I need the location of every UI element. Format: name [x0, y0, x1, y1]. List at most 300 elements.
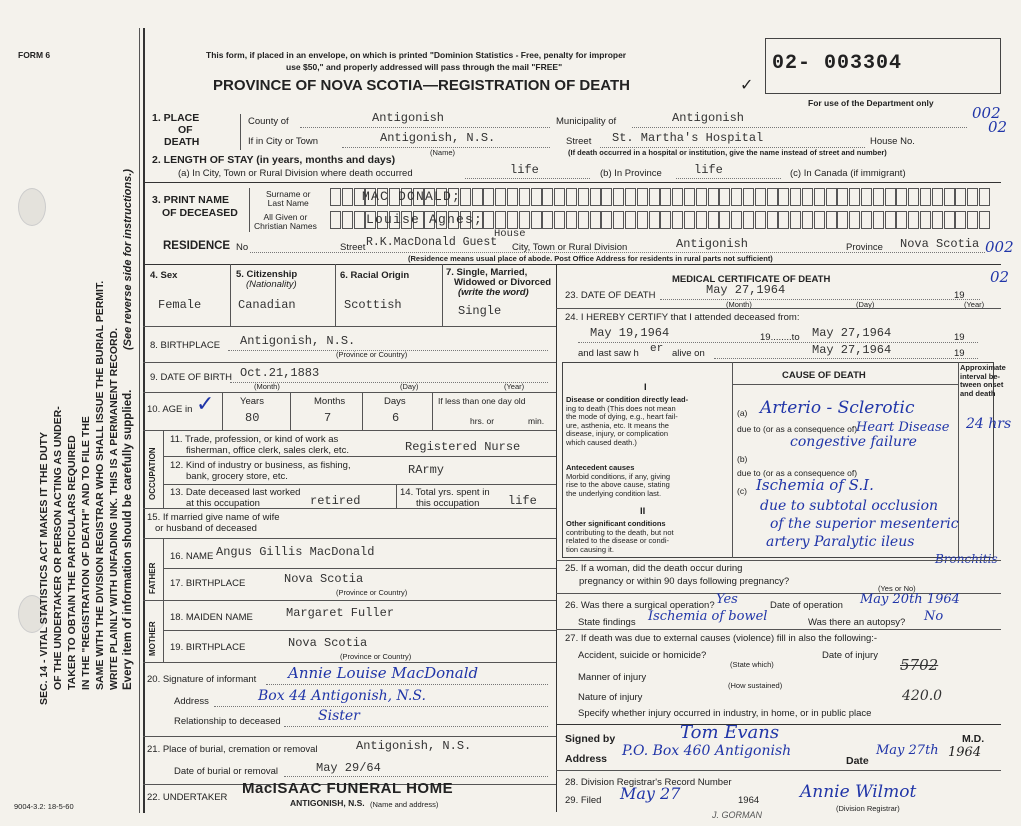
less-label: If less than one day old	[438, 396, 526, 406]
dept-code-4: 02	[990, 268, 1010, 286]
seen-label: and last saw h	[578, 348, 639, 359]
undertaker-hint: (Name and address)	[370, 800, 439, 809]
burial-place-label: 21. Place of burial, cremation or removal	[147, 744, 318, 755]
divider	[143, 508, 556, 509]
divider	[556, 770, 1001, 771]
last-worked-label-2: at this occupation	[186, 498, 260, 509]
divider	[556, 629, 1001, 630]
father-birthplace: Nova Scotia	[284, 572, 364, 586]
name-hint: (Name)	[430, 148, 456, 157]
letter-box	[767, 211, 778, 229]
autopsy-label: Was there an autopsy?	[808, 617, 906, 628]
place-label-2: OF	[178, 124, 193, 136]
stay-label: 2. LENGTH OF STAY (in years, months and days)	[152, 154, 396, 166]
findings-label: State findings	[578, 617, 636, 628]
age-label: 10. AGE in	[147, 404, 193, 415]
attended-line	[578, 342, 978, 343]
letter-box	[802, 211, 813, 229]
spouse-label-2: or husband of deceased	[155, 523, 257, 534]
marital-value: Single	[458, 304, 502, 318]
age-check: ✓	[196, 392, 215, 417]
surname-value: MAC DONALD;	[362, 189, 462, 204]
divider	[143, 736, 556, 737]
father-side: FATHER	[148, 562, 157, 594]
cell-divider	[222, 392, 223, 430]
antecedent-label	[566, 464, 670, 498]
filed-label: 29. Filed	[565, 795, 602, 806]
letter-box	[672, 211, 683, 229]
cause-title: CAUSE OF DEATH	[782, 370, 866, 381]
letter-box	[849, 188, 860, 206]
death-month: (Month)	[726, 300, 752, 309]
bottom-note: J. GORMAN	[712, 810, 763, 820]
md-label: M.D.	[962, 733, 985, 745]
death-day: (Day)	[856, 300, 875, 309]
letter-box	[849, 211, 860, 229]
burial-date-line	[284, 776, 548, 777]
letter-box	[613, 211, 624, 229]
bracket	[249, 188, 250, 232]
residence-street: R.K.MacDonald Guest	[366, 236, 498, 249]
side-text-8: (See reverse side for instructions.)	[122, 169, 134, 350]
letter-box	[507, 188, 518, 206]
letter-box	[814, 188, 825, 206]
registrar: Annie Wilmot	[800, 782, 917, 802]
alive-19: 19	[954, 348, 965, 359]
city-value: Antigonish, N.S.	[380, 131, 496, 145]
b-label: (b)	[737, 454, 748, 464]
alive-value: May 27,1964	[812, 343, 892, 357]
letter-box	[767, 188, 778, 206]
cell-divider	[362, 392, 363, 430]
immediate-label-2: ing to death (This does not mean	[566, 403, 676, 413]
days-value: 6	[392, 411, 400, 425]
letter-box	[672, 188, 683, 206]
residence-label: RESIDENCE	[163, 240, 231, 252]
place-label-3: DEATH	[164, 136, 200, 148]
letter-box	[826, 211, 837, 229]
divider	[143, 538, 556, 539]
origin-label: 6. Racial Origin	[340, 270, 410, 281]
letter-box	[802, 188, 813, 206]
informant-signature: Annie Louise MacDonald	[288, 664, 479, 682]
father-name-label: 16. NAME	[170, 551, 214, 562]
dept-use: For use of the Department only	[808, 98, 934, 108]
last-worked-label-1: 13. Date deceased last worked	[170, 487, 301, 498]
industry-label	[170, 460, 351, 482]
notice-line-1: This form, if placed in an envelope, on which is printed "Dominion Statistics - Free, penalty for improper	[206, 50, 627, 60]
letter-box	[755, 211, 766, 229]
years-value: 80	[245, 411, 260, 425]
relationship-value: Sister	[318, 708, 360, 724]
letter-box	[625, 188, 636, 206]
divider	[143, 362, 556, 363]
letter-box	[660, 211, 671, 229]
letter-box	[554, 211, 565, 229]
attended-label: 24. I HEREBY CERTIFY that I attended deceased from:	[565, 312, 800, 323]
divider	[163, 568, 556, 569]
other-4: Bronchitis	[935, 552, 998, 566]
trade-value: Registered Nurse	[405, 440, 521, 454]
letter-box	[578, 211, 589, 229]
letter-box	[955, 211, 966, 229]
immediate-label-6: which caused death.)	[566, 437, 637, 447]
other-label	[566, 520, 674, 554]
manner-label: Manner of injury	[578, 672, 647, 683]
cell-divider	[230, 264, 231, 326]
relationship-label: Relationship to deceased	[174, 716, 281, 727]
letter-box	[790, 211, 801, 229]
stay-city-value: life	[510, 163, 539, 177]
letter-box	[590, 188, 601, 206]
roman-2: II	[640, 506, 646, 517]
informant-address: Box 44 Antigonish, N.S.	[258, 688, 426, 704]
form-title: PROVINCE OF NOVA SCOTIA—REGISTRATION OF DEATH	[213, 77, 630, 94]
antecedent-label-2: Morbid conditions, if any, giving	[566, 471, 671, 481]
letter-box	[684, 211, 695, 229]
filed-year: 1964	[738, 795, 760, 806]
letter-box	[967, 188, 978, 206]
address-line	[214, 706, 548, 707]
trade-label-2: fisherman, office clerk, sales clerk, etc.	[186, 445, 349, 456]
divider	[143, 600, 556, 601]
op-date-label: Date of operation	[770, 600, 843, 611]
letter-box	[542, 188, 553, 206]
letter-box	[826, 188, 837, 206]
min-label: min.	[528, 416, 545, 426]
letter-box	[873, 211, 884, 229]
alive-line	[714, 358, 978, 359]
residence-street-2: House	[494, 228, 526, 240]
letter-box	[790, 188, 801, 206]
death-19: 19	[954, 290, 965, 301]
letter-box	[885, 211, 896, 229]
death-date-line	[660, 299, 980, 300]
letter-box	[967, 211, 978, 229]
letter-box	[566, 211, 577, 229]
burial-date-label: Date of burial or removal	[174, 766, 279, 777]
letter-box	[814, 211, 825, 229]
findings-value: Ischemia of bowel	[648, 609, 768, 624]
industry-value: RArmy	[408, 463, 445, 477]
letter-box	[908, 211, 919, 229]
mother-hint: (Province or Country)	[340, 652, 412, 661]
letter-box	[342, 188, 353, 206]
street-value: St. Martha's Hospital	[612, 131, 764, 145]
industry-label-1: 12. Kind of industry or business, as fishing,	[170, 460, 351, 471]
letter-box	[873, 188, 884, 206]
dob-day: (Day)	[400, 382, 419, 391]
letter-box	[908, 188, 919, 206]
dept-code-3: 002	[985, 238, 1014, 256]
letter-box	[932, 188, 943, 206]
house-label: House No.	[870, 136, 915, 147]
cell-divider	[442, 264, 443, 326]
registrar-label: (Division Registrar)	[836, 804, 900, 813]
med-date: May 27th	[876, 743, 939, 758]
trade-label	[170, 434, 349, 456]
divider	[163, 630, 556, 631]
undertaker-city: ANTIGONISH, N.S.	[290, 798, 365, 808]
c-label: (c)	[737, 486, 747, 496]
place-label	[152, 112, 199, 148]
letter-box	[649, 188, 660, 206]
total-years-label-1: 14. Total yrs. spent in	[400, 487, 490, 498]
medical-title: MEDICAL CERTIFICATE OF DEATH	[672, 274, 831, 285]
pregnancy-label-1: 25. If a woman, did the death occur during	[565, 563, 743, 574]
death-date-label: 23. DATE OF DEATH	[565, 290, 656, 301]
letter-box	[719, 211, 730, 229]
attended-from: May 19,1964	[590, 326, 670, 340]
county-label: County of	[248, 116, 289, 127]
registration-number: 02- 003304	[772, 52, 903, 75]
dob-year: (Year)	[504, 382, 525, 391]
pregnancy-label-2: pregnancy or within 90 days following pregnancy?	[579, 576, 790, 587]
street-label: Street	[566, 136, 592, 147]
accident-label: Accident, suicide or homicide?	[578, 650, 707, 661]
citizenship-label-1: 5. Citizenship	[236, 269, 298, 280]
total-years-label-2: this occupation	[416, 498, 480, 509]
cause-divider	[732, 362, 733, 558]
external-label: 27. If death was due to external causes (violence) fill in also the following:-	[565, 633, 878, 644]
letter-box	[519, 188, 530, 206]
letter-box	[542, 211, 553, 229]
mother-birthplace: Nova Scotia	[288, 636, 368, 650]
side-text-7: Every item of information should be carefully supplied.	[122, 389, 134, 690]
surname-label	[266, 190, 310, 208]
divider	[143, 182, 1001, 183]
side-text-4: IN THE "REGISTRATION OF DEATH" AND TO FILE THE	[80, 416, 92, 690]
county-line	[300, 127, 550, 128]
bracket	[240, 114, 241, 150]
letter-box	[531, 211, 542, 229]
informant-address-label: Address	[174, 696, 209, 707]
surgery-value: Yes	[716, 592, 738, 607]
signed-label: Signed by	[565, 733, 616, 745]
days-label: Days	[384, 396, 406, 407]
interval-label	[960, 364, 1006, 398]
municipality-label: Municipality of	[556, 116, 617, 127]
letter-box	[920, 188, 931, 206]
marital-label-2: Widowed or Divorced	[454, 277, 552, 288]
autopsy-value: No	[924, 609, 944, 624]
divider	[143, 662, 556, 663]
place-label-1: 1. PLACE	[152, 112, 200, 124]
letter-box	[731, 188, 742, 206]
residence-city: Antigonish	[676, 237, 749, 251]
med-date-label: Date	[846, 755, 869, 767]
letter-box	[719, 188, 730, 206]
dept-code-2: 02	[988, 118, 1008, 136]
divider	[163, 484, 556, 485]
father-hint: (Province or Country)	[336, 588, 408, 597]
letter-box	[861, 211, 872, 229]
cell-divider	[432, 392, 433, 430]
letter-box	[896, 211, 907, 229]
letter-box	[731, 211, 742, 229]
months-value: 7	[324, 411, 332, 425]
immediate-label	[566, 396, 688, 447]
nature-label: Nature of injury	[578, 692, 643, 703]
signed-value: Tom Evans	[680, 722, 780, 743]
other-label-3: related to the disease or condi-	[566, 536, 669, 545]
letter-box	[932, 211, 943, 229]
divider	[143, 430, 556, 431]
trade-label-1: 11. Trade, profession, or kind of work as	[170, 434, 339, 445]
other-label-1: Other significant conditions	[566, 519, 666, 528]
residence-street-label: Street	[340, 242, 366, 253]
marital-label	[446, 268, 551, 298]
divider	[732, 384, 958, 385]
residence-no-label: No	[236, 242, 249, 253]
death-year: (Year)	[964, 300, 985, 309]
given-label-2: Christian Names	[254, 221, 317, 231]
name-label	[152, 194, 238, 220]
interval-a: 24 hrs	[966, 416, 1012, 432]
letter-box	[944, 188, 955, 206]
alive-label: alive on	[672, 348, 705, 359]
stay-province-line	[676, 178, 781, 179]
birthplace-hint: (Province or Country)	[336, 350, 408, 359]
code-1: 5702	[900, 656, 939, 674]
letter-box	[696, 188, 707, 206]
citizenship-label-2: (Nationality)	[246, 279, 297, 290]
letter-box	[944, 211, 955, 229]
letter-box	[755, 188, 766, 206]
letter-box	[601, 211, 612, 229]
letter-box	[861, 188, 872, 206]
divider	[556, 560, 1001, 561]
letter-box	[837, 188, 848, 206]
stay-province-value: life	[694, 163, 723, 177]
letter-box	[743, 211, 754, 229]
letter-box	[649, 211, 660, 229]
letter-box	[354, 211, 365, 229]
birthplace-value: Antigonish, N.S.	[240, 334, 356, 348]
letter-box	[483, 188, 494, 206]
name-label-2: OF DECEASED	[162, 207, 238, 219]
cell-divider	[335, 264, 336, 326]
marital-label-3: (write the word)	[458, 287, 529, 298]
state-which: (State which)	[730, 660, 774, 669]
divider	[143, 264, 1001, 265]
yes-no-hint: (Yes or No)	[878, 584, 916, 593]
antecedent-label-1: Antecedent causes	[566, 463, 635, 472]
side-text-5: SAME WITH THE DIVISION REGISTRAR WHO SHALL ISSUE THE BURIAL PERMIT.	[94, 280, 106, 690]
letter-box	[507, 211, 518, 229]
sex-label: 4. Sex	[150, 270, 178, 281]
relationship-line	[284, 726, 548, 727]
father-birthplace-label: 17. BIRTHPLACE	[170, 578, 246, 589]
other-label-4: tion causing it.	[566, 544, 614, 554]
med-year: 1964	[948, 745, 982, 760]
side-text-6: WRITE PLAINLY WITH UNFADING INK. THIS IS A PERMANENT RECORD.	[108, 327, 120, 690]
notice-line-2: use $50," and properly addressed will pass through the mail "FREE"	[286, 62, 563, 72]
last-worked-value: retired	[310, 494, 361, 508]
letter-box	[519, 211, 530, 229]
surname-label-2: Last Name	[267, 198, 309, 208]
mother-bracket	[163, 600, 164, 662]
cause-a2: Heart Disease	[856, 420, 950, 435]
letter-box	[837, 211, 848, 229]
letter-box	[601, 188, 612, 206]
side-text-2: OF THE UNDERTAKER OR PERSON ACTING AS UNDER-	[52, 406, 64, 690]
letter-box	[684, 188, 695, 206]
letter-box	[708, 211, 719, 229]
divider	[163, 456, 556, 457]
last-worked-label	[170, 487, 300, 509]
stay-canada-label: (c) In Canada (if immigrant)	[790, 168, 906, 179]
letter-box	[896, 188, 907, 206]
hospital-note: (If death occurred in a hospital or institution, give the name instead of street and number)	[568, 148, 887, 157]
informant-sig-label: 20. Signature of informant	[147, 674, 257, 685]
letter-box	[495, 211, 506, 229]
due-label-1: due to (or as a consequence of)	[737, 424, 858, 434]
roman-1: I	[644, 382, 647, 393]
citizenship-label	[236, 270, 297, 290]
frame-left	[143, 28, 145, 813]
footer-code: 9004-3.2: 18-5-60	[14, 802, 74, 811]
letter-box	[696, 211, 707, 229]
letter-box	[979, 211, 990, 229]
total-years-label	[400, 487, 490, 509]
cause-c: Ischemia of S.I.	[756, 476, 874, 494]
other-2: of the superior mesenteric	[770, 516, 959, 532]
letter-box	[590, 211, 601, 229]
immediate-label-3: the mode of dying, e.g., heart fail-	[566, 412, 678, 421]
burial-date: May 29/64	[316, 761, 381, 775]
dob-value: Oct.21,1883	[240, 366, 320, 380]
dept-code-1: 002	[972, 104, 1001, 122]
op-date: May 20th 1964	[860, 592, 960, 607]
occupation-bracket	[163, 430, 164, 508]
letter-box	[460, 188, 471, 206]
due-label-2: due to (or as a consequence of)	[737, 468, 858, 478]
a-label: (a)	[737, 408, 748, 418]
interval-label-1: Approximate	[960, 363, 1006, 372]
city-label: If in City or Town	[248, 136, 319, 147]
other-1: due to subtotal occlusion	[760, 498, 939, 514]
letter-box	[330, 211, 341, 229]
letter-box	[743, 188, 754, 206]
stay-province-label: (b) In Province	[600, 168, 662, 179]
father-bracket	[163, 538, 164, 600]
form-number: FORM 6	[18, 50, 51, 60]
frame-left-inner	[139, 28, 140, 813]
letter-box	[554, 188, 565, 206]
code-2: 420.0	[902, 688, 943, 704]
immediate-label-4: ure, asthenia, etc. It means the	[566, 420, 669, 430]
cell-divider	[290, 392, 291, 430]
citizenship-value: Canadian	[238, 298, 296, 312]
interval-label-3: tween onset	[960, 380, 1004, 389]
med-address: P.O. Box 460 Antigonish	[622, 743, 792, 759]
med-address-label: Address	[565, 753, 608, 765]
how-sustained: (How sustained)	[728, 681, 783, 690]
dob-label: 9. DATE OF BIRTH	[150, 372, 232, 383]
check-mark: ✓	[740, 77, 754, 94]
cause-a3: congestive failure	[790, 434, 917, 450]
letter-box	[708, 188, 719, 206]
residence-line	[250, 252, 985, 253]
record-label: 28. Division Registrar's Record Number	[565, 777, 732, 788]
father-name: Angus Gillis MacDonald	[216, 545, 375, 559]
cell-divider	[396, 484, 397, 508]
side-text-3: TAKER TO OBTAIN THE PARTICULARS REQUIRED	[66, 435, 78, 690]
seen-mark: er	[650, 343, 664, 355]
given-label	[254, 213, 317, 231]
antecedent-label-4: the underlying condition last.	[566, 488, 662, 498]
